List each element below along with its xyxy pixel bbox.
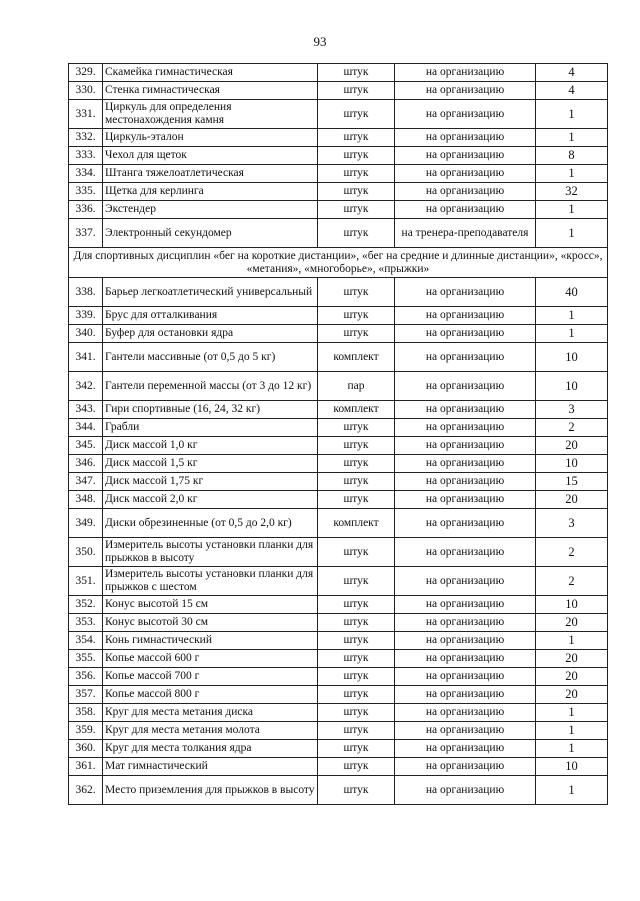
item-number: 344. bbox=[69, 419, 103, 437]
item-quantity: 10 bbox=[536, 758, 608, 776]
item-number: 355. bbox=[69, 650, 103, 668]
item-number: 341. bbox=[69, 343, 103, 372]
item-name: Измеритель высоты установки планки для прыжков в высоту bbox=[103, 538, 318, 567]
item-basis: на организацию bbox=[395, 183, 536, 201]
item-basis: на организацию bbox=[395, 129, 536, 147]
item-quantity: 1 bbox=[536, 740, 608, 758]
item-name: Диск массой 1,75 кг bbox=[103, 473, 318, 491]
item-name: Штанга тяжелоатлетическая bbox=[103, 165, 318, 183]
item-basis: на организацию bbox=[395, 343, 536, 372]
item-name: Гири спортивные (16, 24, 32 кг) bbox=[103, 401, 318, 419]
table-row bbox=[69, 473, 608, 491]
item-number: 353. bbox=[69, 614, 103, 632]
item-number: 352. bbox=[69, 596, 103, 614]
item-quantity: 20 bbox=[536, 686, 608, 704]
item-quantity: 10 bbox=[536, 455, 608, 473]
table-row bbox=[69, 307, 608, 325]
item-name: Щетка для керлинга bbox=[103, 183, 318, 201]
item-unit: штук bbox=[318, 704, 395, 722]
item-quantity: 1 bbox=[536, 219, 608, 248]
item-basis: на организацию bbox=[395, 147, 536, 165]
item-name: Брус для отталкивания bbox=[103, 307, 318, 325]
item-unit: штук bbox=[318, 491, 395, 509]
item-unit: штук bbox=[318, 201, 395, 219]
item-quantity: 10 bbox=[536, 343, 608, 372]
equipment-table bbox=[68, 63, 608, 805]
item-number: 356. bbox=[69, 668, 103, 686]
item-number: 357. bbox=[69, 686, 103, 704]
item-unit: штук bbox=[318, 165, 395, 183]
item-unit: комплект bbox=[318, 401, 395, 419]
table-row bbox=[69, 183, 608, 201]
item-number: 351. bbox=[69, 567, 103, 596]
table-row bbox=[69, 567, 608, 596]
item-number: 342. bbox=[69, 372, 103, 401]
table-row bbox=[69, 372, 608, 401]
item-number: 359. bbox=[69, 722, 103, 740]
item-basis: на организацию bbox=[395, 64, 536, 82]
item-name: Круг для места толкания ядра bbox=[103, 740, 318, 758]
item-quantity: 1 bbox=[536, 100, 608, 129]
item-quantity: 20 bbox=[536, 437, 608, 455]
item-name: Чехол для щеток bbox=[103, 147, 318, 165]
item-unit: штук bbox=[318, 722, 395, 740]
item-quantity: 1 bbox=[536, 307, 608, 325]
item-quantity: 1 bbox=[536, 776, 608, 805]
item-name: Круг для места метания диска bbox=[103, 704, 318, 722]
item-unit: штук bbox=[318, 219, 395, 248]
item-name: Электронный секундомер bbox=[103, 219, 318, 248]
item-unit: штук bbox=[318, 740, 395, 758]
item-unit: штук bbox=[318, 325, 395, 343]
item-name: Конь гимнастический bbox=[103, 632, 318, 650]
table-row bbox=[69, 129, 608, 147]
item-basis: на организацию bbox=[395, 740, 536, 758]
table-row bbox=[69, 538, 608, 567]
item-number: 331. bbox=[69, 100, 103, 129]
item-unit: штук bbox=[318, 758, 395, 776]
table-row bbox=[69, 740, 608, 758]
item-unit: штук bbox=[318, 538, 395, 567]
item-number: 347. bbox=[69, 473, 103, 491]
item-unit: пар bbox=[318, 372, 395, 401]
table-row bbox=[69, 219, 608, 248]
item-number: 360. bbox=[69, 740, 103, 758]
item-basis: на тренера-преподавателя bbox=[395, 219, 536, 248]
item-name: Копье массой 700 г bbox=[103, 668, 318, 686]
item-basis: на организацию bbox=[395, 201, 536, 219]
item-number: 354. bbox=[69, 632, 103, 650]
table-row bbox=[69, 343, 608, 372]
item-number: 329. bbox=[69, 64, 103, 82]
item-name: Скамейка гимнастическая bbox=[103, 64, 318, 82]
table-row bbox=[69, 64, 608, 82]
item-quantity: 2 bbox=[536, 567, 608, 596]
item-name: Диски обрезиненные (от 0,5 до 2,0 кг) bbox=[103, 509, 318, 538]
table-row bbox=[69, 278, 608, 307]
table-row bbox=[69, 704, 608, 722]
item-number: 345. bbox=[69, 437, 103, 455]
item-quantity: 1 bbox=[536, 632, 608, 650]
item-name: Мат гимнастический bbox=[103, 758, 318, 776]
item-basis: на организацию bbox=[395, 538, 536, 567]
item-basis: на организацию bbox=[395, 100, 536, 129]
table-row bbox=[69, 596, 608, 614]
table-row bbox=[69, 401, 608, 419]
item-name: Гантели переменной массы (от 3 до 12 кг) bbox=[103, 372, 318, 401]
table-row bbox=[69, 758, 608, 776]
item-unit: штук bbox=[318, 776, 395, 805]
item-number: 358. bbox=[69, 704, 103, 722]
table-row bbox=[69, 668, 608, 686]
equipment-table-body bbox=[69, 64, 608, 805]
item-basis: на организацию bbox=[395, 776, 536, 805]
item-basis: на организацию bbox=[395, 278, 536, 307]
item-quantity: 20 bbox=[536, 668, 608, 686]
item-unit: штук bbox=[318, 567, 395, 596]
item-unit: штук bbox=[318, 419, 395, 437]
item-basis: на организацию bbox=[395, 473, 536, 491]
item-name: Экстендер bbox=[103, 201, 318, 219]
item-name: Копье массой 800 г bbox=[103, 686, 318, 704]
item-basis: на организацию bbox=[395, 596, 536, 614]
item-quantity: 10 bbox=[536, 372, 608, 401]
item-basis: на организацию bbox=[395, 165, 536, 183]
table-row bbox=[69, 455, 608, 473]
item-quantity: 40 bbox=[536, 278, 608, 307]
item-unit: штук bbox=[318, 307, 395, 325]
item-unit: штук bbox=[318, 147, 395, 165]
table-row bbox=[69, 776, 608, 805]
item-quantity: 1 bbox=[536, 201, 608, 219]
table-row bbox=[69, 100, 608, 129]
item-number: 337. bbox=[69, 219, 103, 248]
item-name: Место приземления для прыжков в высоту bbox=[103, 776, 318, 805]
item-basis: на организацию bbox=[395, 632, 536, 650]
item-number: 330. bbox=[69, 82, 103, 100]
item-unit: штук bbox=[318, 100, 395, 129]
item-unit: штук bbox=[318, 82, 395, 100]
table-row bbox=[69, 325, 608, 343]
item-unit: штук bbox=[318, 278, 395, 307]
item-basis: на организацию bbox=[395, 686, 536, 704]
item-quantity: 3 bbox=[536, 401, 608, 419]
item-number: 333. bbox=[69, 147, 103, 165]
item-number: 334. bbox=[69, 165, 103, 183]
item-name: Конус высотой 15 см bbox=[103, 596, 318, 614]
item-basis: на организацию bbox=[395, 650, 536, 668]
item-basis: на организацию bbox=[395, 614, 536, 632]
item-quantity: 3 bbox=[536, 509, 608, 538]
item-name: Конус высотой 30 см bbox=[103, 614, 318, 632]
item-name: Стенка гимнастическая bbox=[103, 82, 318, 100]
table-row bbox=[69, 419, 608, 437]
item-quantity: 2 bbox=[536, 419, 608, 437]
item-unit: комплект bbox=[318, 509, 395, 538]
item-number: 336. bbox=[69, 201, 103, 219]
item-quantity: 1 bbox=[536, 129, 608, 147]
item-unit: штук bbox=[318, 473, 395, 491]
item-unit: штук bbox=[318, 614, 395, 632]
item-number: 348. bbox=[69, 491, 103, 509]
item-quantity: 20 bbox=[536, 491, 608, 509]
item-unit: штук bbox=[318, 668, 395, 686]
item-number: 362. bbox=[69, 776, 103, 805]
item-basis: на организацию bbox=[395, 82, 536, 100]
item-unit: штук bbox=[318, 596, 395, 614]
item-number: 343. bbox=[69, 401, 103, 419]
item-basis: на организацию bbox=[395, 668, 536, 686]
item-unit: штук bbox=[318, 183, 395, 201]
item-basis: на организацию bbox=[395, 455, 536, 473]
item-quantity: 2 bbox=[536, 538, 608, 567]
item-quantity: 1 bbox=[536, 722, 608, 740]
table-row bbox=[69, 82, 608, 100]
table-row bbox=[69, 491, 608, 509]
item-basis: на организацию bbox=[395, 419, 536, 437]
item-basis: на организацию bbox=[395, 491, 536, 509]
item-name: Диск массой 2,0 кг bbox=[103, 491, 318, 509]
table-row bbox=[69, 147, 608, 165]
item-quantity: 1 bbox=[536, 325, 608, 343]
section-row bbox=[69, 248, 608, 278]
section-heading: Для спортивных дисциплин «бег на короткие дистанции», «бег на средние и длинные дистанции», «кросс», «метания», «многоборье», «прыжки» bbox=[69, 248, 608, 278]
item-number: 349. bbox=[69, 509, 103, 538]
table-row bbox=[69, 614, 608, 632]
item-quantity: 20 bbox=[536, 614, 608, 632]
item-number: 361. bbox=[69, 758, 103, 776]
item-number: 340. bbox=[69, 325, 103, 343]
table-row bbox=[69, 722, 608, 740]
item-basis: на организацию bbox=[395, 372, 536, 401]
item-number: 332. bbox=[69, 129, 103, 147]
item-quantity: 1 bbox=[536, 165, 608, 183]
item-name: Диск массой 1,5 кг bbox=[103, 455, 318, 473]
item-name: Круг для места метания молота bbox=[103, 722, 318, 740]
table-row bbox=[69, 165, 608, 183]
item-basis: на организацию bbox=[395, 509, 536, 538]
item-basis: на организацию bbox=[395, 307, 536, 325]
item-unit: штук bbox=[318, 129, 395, 147]
item-name: Грабли bbox=[103, 419, 318, 437]
item-quantity: 8 bbox=[536, 147, 608, 165]
item-name: Диск массой 1,0 кг bbox=[103, 437, 318, 455]
table-row bbox=[69, 686, 608, 704]
item-basis: на организацию bbox=[395, 401, 536, 419]
item-name: Измеритель высоты установки планки для прыжков с шестом bbox=[103, 567, 318, 596]
item-number: 339. bbox=[69, 307, 103, 325]
item-basis: на организацию bbox=[395, 437, 536, 455]
item-number: 346. bbox=[69, 455, 103, 473]
item-name: Барьер легкоатлетический универсальный bbox=[103, 278, 318, 307]
table-row bbox=[69, 201, 608, 219]
item-name: Циркуль-эталон bbox=[103, 129, 318, 147]
item-unit: комплект bbox=[318, 343, 395, 372]
item-quantity: 1 bbox=[536, 704, 608, 722]
item-basis: на организацию bbox=[395, 567, 536, 596]
item-unit: штук bbox=[318, 64, 395, 82]
table-row bbox=[69, 437, 608, 455]
page-number: 93 bbox=[313, 34, 327, 49]
table-row bbox=[69, 509, 608, 538]
item-unit: штук bbox=[318, 632, 395, 650]
item-quantity: 20 bbox=[536, 650, 608, 668]
item-unit: штук bbox=[318, 455, 395, 473]
item-name: Гантели массивные (от 0,5 до 5 кг) bbox=[103, 343, 318, 372]
item-quantity: 10 bbox=[536, 596, 608, 614]
item-quantity: 32 bbox=[536, 183, 608, 201]
item-basis: на организацию bbox=[395, 704, 536, 722]
item-number: 338. bbox=[69, 278, 103, 307]
item-basis: на организацию bbox=[395, 325, 536, 343]
table-row bbox=[69, 650, 608, 668]
item-unit: штук bbox=[318, 650, 395, 668]
item-basis: на организацию bbox=[395, 758, 536, 776]
item-quantity: 4 bbox=[536, 82, 608, 100]
table-row bbox=[69, 632, 608, 650]
item-unit: штук bbox=[318, 686, 395, 704]
item-unit: штук bbox=[318, 437, 395, 455]
item-number: 350. bbox=[69, 538, 103, 567]
item-basis: на организацию bbox=[395, 722, 536, 740]
item-number: 335. bbox=[69, 183, 103, 201]
item-quantity: 15 bbox=[536, 473, 608, 491]
item-name: Копье массой 600 г bbox=[103, 650, 318, 668]
item-quantity: 4 bbox=[536, 64, 608, 82]
item-name: Циркуль для определения местонахождения камня bbox=[103, 100, 318, 129]
item-name: Буфер для остановки ядра bbox=[103, 325, 318, 343]
